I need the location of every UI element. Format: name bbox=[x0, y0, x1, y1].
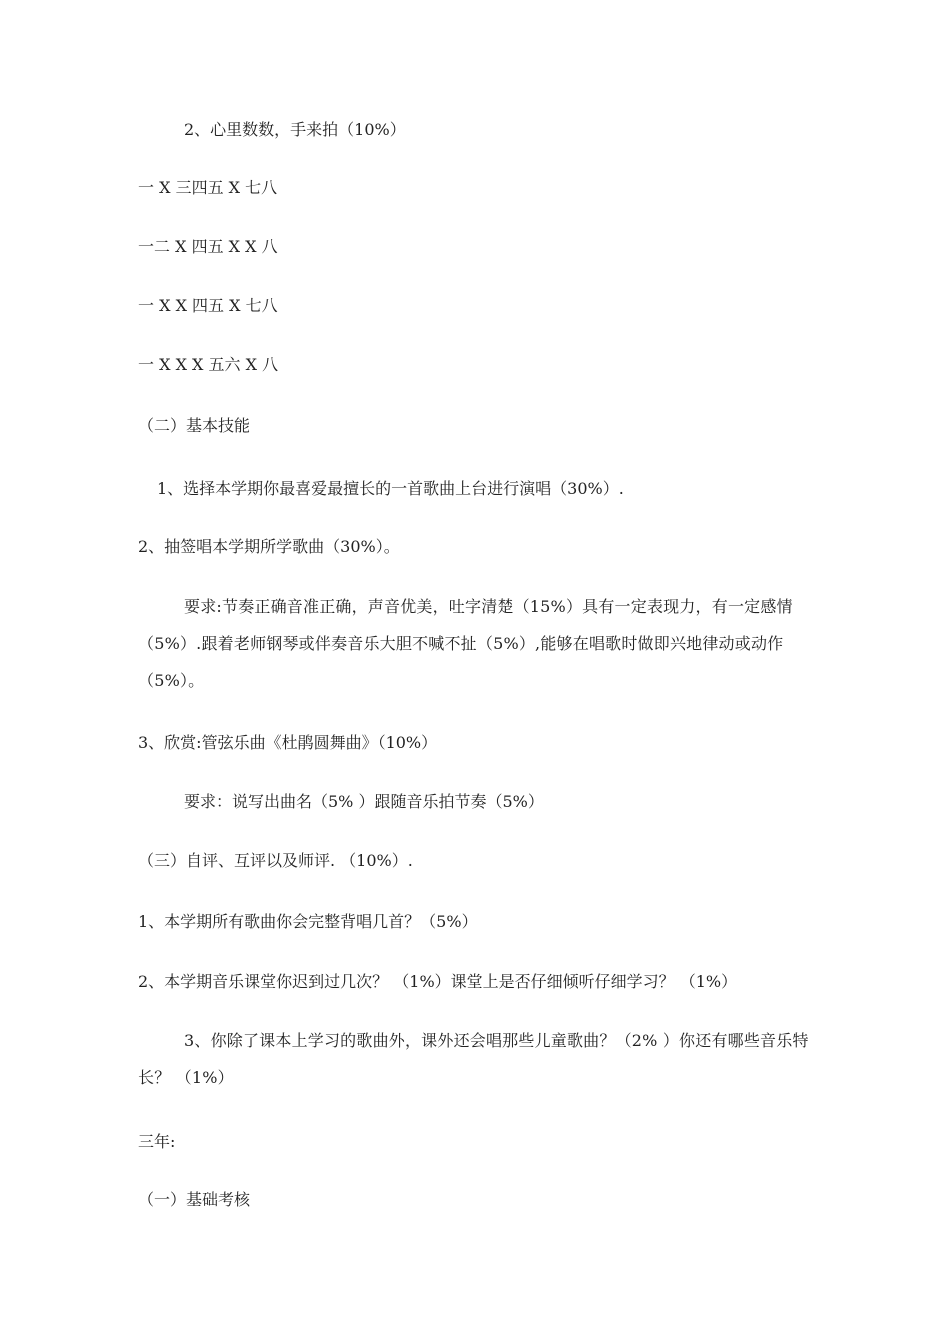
requirements-appreciation: 要求：说写出曲名（5% ）跟随音乐拍节奏（5%） bbox=[184, 792, 544, 811]
section-heading-basic-assessment: （一）基础考核 bbox=[138, 1190, 251, 1209]
item-draw-song: 2、抽签唱本学期所学歌曲（30%）。 bbox=[138, 537, 400, 556]
rhythm-line-1: 一 X 三四五 X 七八 bbox=[138, 178, 278, 197]
item-clap-counting: 2、心里数数，手来拍（10%） bbox=[184, 120, 406, 139]
rhythm-line-3: 一 X X 四五 X 七八 bbox=[138, 296, 278, 315]
item-solo-song: 1、选择本学期你最喜爱最擅长的一首歌曲上台进行演唱（30%）. bbox=[157, 479, 624, 498]
question-memorized-songs: 1、本学期所有歌曲你会完整背唱几首？（5%） bbox=[138, 912, 478, 931]
section-heading-evaluation: （三）自评、互评以及师评. （10%）. bbox=[138, 851, 413, 870]
rhythm-line-2: 一二 X 四五 X X 八 bbox=[138, 237, 278, 256]
requirements-paragraph-singing: 要求:节奏正确音准正确，声音优美，吐字清楚（15%）具有一定表现力，有一定感情（5%）.跟着老师钢琴或伴奏音乐大胆不喊不扯（5%）,能够在唱歌时做即兴地律动或动作（5%）。 bbox=[138, 597, 793, 690]
rhythm-line-4: 一 X X X 五六 X 八 bbox=[138, 355, 279, 374]
section-heading-basic-skills: （二）基本技能 bbox=[138, 416, 251, 435]
question-lateness: 2、本学期音乐课堂你迟到过几次？ （1%）课堂上是否仔细倾听仔细学习？ （1%） bbox=[138, 972, 738, 991]
grade-heading-third: 三年: bbox=[138, 1132, 176, 1151]
item-appreciation: 3、欣赏:管弦乐曲《杜鹃圆舞曲》（10%） bbox=[138, 733, 438, 752]
question-extra-songs: 3、你除了课本上学习的歌曲外，课外还会唱那些儿童歌曲？（2% ）你还有哪些音乐特长？ （1%） bbox=[138, 1031, 809, 1087]
